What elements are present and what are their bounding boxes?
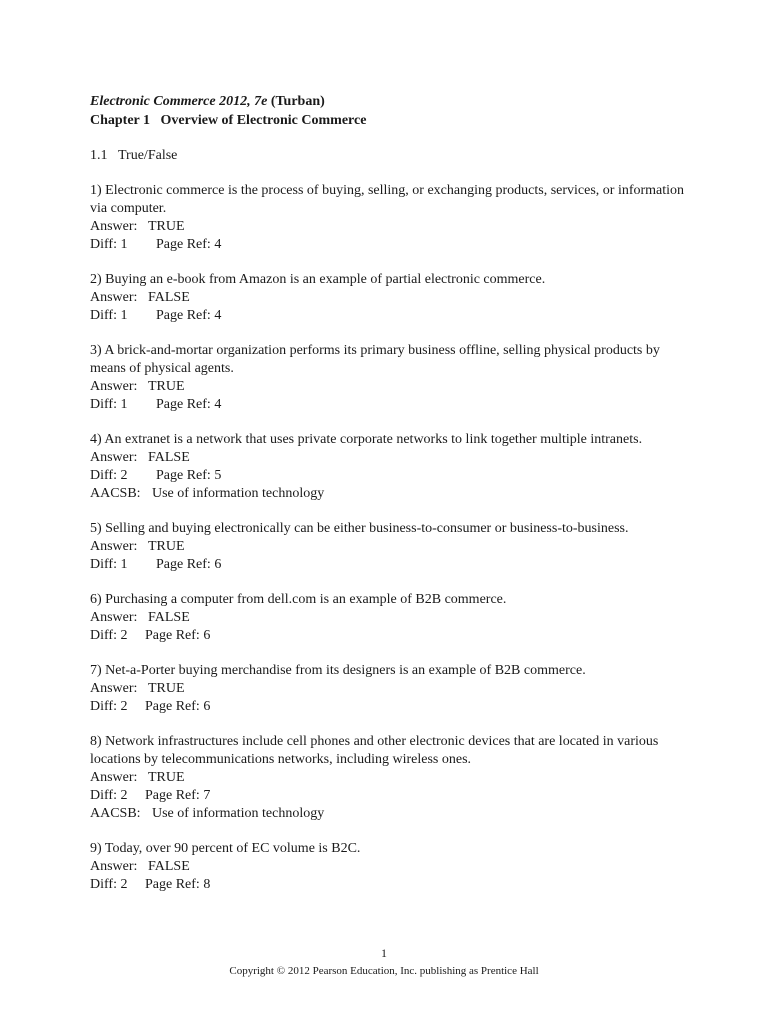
difficulty-row — [90, 698, 690, 716]
answer-label: Answer: — [90, 539, 138, 554]
book-title: Electronic Commerce 2012, 7e — [90, 94, 268, 109]
question-item — [90, 733, 690, 823]
question-text: 4) An extranet is a network that uses private corporate networks to link together multiple intranets. — [90, 432, 643, 447]
answer-value: FALSE — [148, 450, 190, 465]
page-reference: Page Ref: 7 — [145, 788, 211, 803]
question-list — [90, 182, 690, 894]
page-reference: Page Ref: 6 — [156, 557, 222, 572]
page-reference: Page Ref: 5 — [156, 468, 222, 483]
page-reference: Page Ref: 4 — [156, 308, 222, 323]
section-number: 1.1 — [90, 148, 108, 163]
question-text: 6) Purchasing a computer from dell.com is an example of B2B commerce. — [90, 592, 507, 607]
question-text: 2) Buying an e-book from Amazon is an example of partial electronic commerce. — [90, 272, 546, 287]
difficulty-row — [90, 627, 690, 645]
question-text: 3) A brick-and-mortar organization performs its primary business offline, selling physical products by means of physical agents. — [90, 343, 660, 376]
difficulty-value: Diff: 2 — [90, 877, 128, 892]
section-title: True/False — [118, 148, 178, 163]
difficulty-value: Diff: 2 — [90, 699, 128, 714]
question-item — [90, 271, 690, 325]
answer-value: FALSE — [148, 290, 190, 305]
question-text: 8) Network infrastructures include cell phones and other electronic devices that are located in various locations by telecommunications networks, including wireless ones. — [90, 734, 659, 767]
answer-value: FALSE — [148, 859, 190, 874]
difficulty-row — [90, 307, 690, 325]
document-page — [90, 92, 690, 911]
difficulty-value: Diff: 2 — [90, 468, 128, 483]
question-text: 1) Electronic commerce is the process of buying, selling, or exchanging products, services, or information via computer. — [90, 183, 685, 216]
answer-value: FALSE — [148, 610, 190, 625]
answer-label: Answer: — [90, 219, 138, 234]
answer-row — [90, 449, 690, 467]
answer-label: Answer: — [90, 379, 138, 394]
answer-row — [90, 858, 690, 876]
page-reference: Page Ref: 4 — [156, 397, 222, 412]
difficulty-value: Diff: 1 — [90, 237, 128, 252]
page-reference: Page Ref: 6 — [145, 699, 211, 714]
answer-label: Answer: — [90, 681, 138, 696]
difficulty-row — [90, 556, 690, 574]
aacsb-row — [90, 805, 690, 823]
answer-row — [90, 609, 690, 627]
page-reference: Page Ref: 4 — [156, 237, 222, 252]
answer-value: TRUE — [148, 681, 185, 696]
aacsb-label: AACSB: — [90, 486, 141, 501]
question-text: 7) Net-a-Porter buying merchandise from its designers is an example of B2B commerce. — [90, 663, 586, 678]
book-title-line — [90, 92, 690, 111]
aacsb-row — [90, 485, 690, 503]
question-item — [90, 840, 690, 894]
answer-row — [90, 289, 690, 307]
difficulty-row — [90, 876, 690, 894]
difficulty-value: Diff: 1 — [90, 308, 128, 323]
answer-value: TRUE — [148, 219, 185, 234]
question-item — [90, 662, 690, 716]
answer-label: Answer: — [90, 859, 138, 874]
answer-row — [90, 218, 690, 236]
page-reference: Page Ref: 6 — [145, 628, 211, 643]
question-text: 9) Today, over 90 percent of EC volume is B2C. — [90, 841, 361, 856]
difficulty-row — [90, 467, 690, 485]
question-item — [90, 182, 690, 254]
answer-value: TRUE — [148, 770, 185, 785]
aacsb-value: Use of information technology — [152, 486, 325, 501]
difficulty-value: Diff: 1 — [90, 557, 128, 572]
difficulty-row — [90, 236, 690, 254]
copyright-notice: Copyright © 2012 Pearson Education, Inc. publishing as Prentice Hall — [229, 965, 539, 977]
chapter-title: Chapter 1 Overview of Electronic Commerce — [90, 113, 367, 128]
answer-label: Answer: — [90, 610, 138, 625]
difficulty-value: Diff: 1 — [90, 397, 128, 412]
difficulty-value: Diff: 2 — [90, 788, 128, 803]
difficulty-row — [90, 787, 690, 805]
question-item — [90, 342, 690, 414]
question-text: 5) Selling and buying electronically can be either business-to-consumer or business-to-business. — [90, 521, 629, 536]
aacsb-label: AACSB: — [90, 806, 141, 821]
question-item — [90, 431, 690, 503]
answer-row — [90, 680, 690, 698]
page-reference: Page Ref: 8 — [145, 877, 211, 892]
answer-row — [90, 378, 690, 396]
answer-row — [90, 538, 690, 556]
section-heading — [90, 147, 690, 165]
question-item — [90, 520, 690, 574]
answer-row — [90, 769, 690, 787]
answer-label: Answer: — [90, 450, 138, 465]
answer-value: TRUE — [148, 379, 185, 394]
difficulty-row — [90, 396, 690, 414]
book-author: (Turban) — [267, 94, 325, 109]
answer-label: Answer: — [90, 770, 138, 785]
aacsb-value: Use of information technology — [152, 806, 325, 821]
page-number: 1 — [381, 946, 387, 960]
question-item — [90, 591, 690, 645]
answer-value: TRUE — [148, 539, 185, 554]
difficulty-value: Diff: 2 — [90, 628, 128, 643]
answer-label: Answer: — [90, 290, 138, 305]
